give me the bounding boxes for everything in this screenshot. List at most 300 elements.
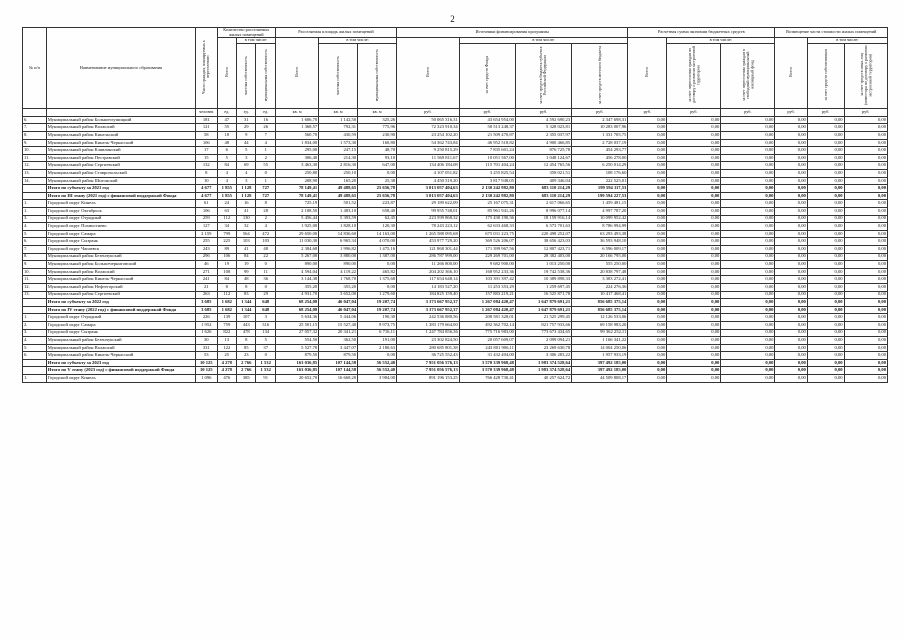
row-value: 0,00 (807, 200, 844, 208)
row-number: 10. (23, 268, 47, 276)
row-name: Городской округ Кинель (46, 375, 195, 383)
row-value: 465,82 (358, 268, 397, 276)
row-value: 107 (237, 314, 256, 322)
row-value: 19 207,74 (358, 306, 397, 314)
row-value: 1 344 (237, 299, 256, 307)
row-value: 0,00 (844, 314, 887, 322)
header-area-private: частная собственность (319, 44, 358, 109)
row-value: 0,00 (721, 337, 775, 345)
row-value: 63 (217, 208, 236, 216)
row-value: 0,00 (721, 177, 775, 185)
row-value: 0,00 (775, 261, 807, 269)
table-row (23, 116, 888, 124)
row-value: 21 509 470,87 (459, 132, 515, 140)
row-number: 10. (23, 147, 47, 155)
row-value: 430,59 (319, 132, 358, 140)
row-value: 0,00 (775, 116, 807, 124)
row-value: 0,00 (667, 245, 721, 253)
row-value: 1 383 179 664,00 (397, 321, 460, 329)
row-value: 0,00 (775, 230, 807, 238)
row-value: 78 149,41 (275, 185, 318, 193)
row-value: 0 (256, 261, 275, 269)
row-value: 501,52 (319, 200, 358, 208)
row-value: 0,00 (775, 162, 807, 170)
row-value: 0,00 (667, 147, 721, 155)
row-value: 0,00 (628, 238, 667, 246)
row-value: 63 293 493,38 (572, 230, 628, 238)
row-value: 3 173 667 952,37 (397, 306, 460, 314)
row-value: 2 728 037,19 (572, 139, 628, 147)
row-value: 727 (256, 185, 275, 193)
row-value: 658,40 (358, 208, 397, 216)
row-value: 29 (237, 124, 256, 132)
row-value: 62,45 (358, 215, 397, 223)
unit-cell: кв. м (319, 108, 358, 116)
row-value: 0,00 (844, 223, 887, 231)
row-number: 1. (23, 200, 47, 208)
row-value: 241 (195, 276, 217, 284)
row-value: 19 (237, 261, 256, 269)
row-value: 10 125 (195, 359, 217, 367)
row-value: 0,00 (721, 329, 775, 337)
row-value: 0,00 (667, 124, 721, 132)
row-value: 4 278 (217, 359, 236, 367)
row-value: 0,00 (775, 367, 807, 375)
row-value: 0,00 (628, 154, 667, 162)
row-number: 7. (23, 124, 47, 132)
row-value: 160,80 (358, 139, 397, 147)
row-value: 12 126 533,06 (572, 314, 628, 322)
row-value: 0,00 (667, 268, 721, 276)
row-name: Итого по V этапу (2023 год) с финансовой поддержкой Фонда (46, 367, 195, 375)
unit-cell: ед. (217, 108, 236, 116)
row-value: 0,00 (628, 329, 667, 337)
table-row (23, 344, 888, 352)
table-row (23, 154, 888, 162)
row-value: 14 183 527,20 (397, 283, 460, 291)
row-value: 224 276,36 (572, 283, 628, 291)
row-value: 1 682 (217, 306, 236, 314)
total-row (23, 359, 888, 367)
row-value: 856 685 375,14 (572, 306, 628, 314)
row-value: 369 526 206,07 (459, 238, 515, 246)
row-value: 1 344 (237, 306, 256, 314)
row-value: 190,30 (358, 314, 397, 322)
row-value: 0,00 (775, 375, 807, 383)
row-value: 0,00 (775, 299, 807, 307)
row-value: 4 (237, 170, 256, 178)
row-value: 7 951 056 576,13 (397, 367, 460, 375)
row-value: 199 594 227,53 (572, 192, 628, 200)
row-value: 1 532 (256, 359, 275, 367)
row-value: 0,00 (807, 291, 844, 299)
row-name: Городской округ Кинель (46, 200, 195, 208)
row-value: 2 (256, 215, 275, 223)
row-value: 108 (217, 268, 236, 276)
row-value: 0,00 (844, 352, 887, 360)
header-comp-investors: за счет средств иных лиц (инвестора по договору о развитии застроенной территории) (844, 44, 887, 109)
row-value: 0,00 (807, 162, 844, 170)
row-value: 325,26 (358, 116, 397, 124)
row-value: 10 099 952,42 (572, 215, 628, 223)
row-value: 0,00 (807, 283, 844, 291)
row-value: 223 599 868,32 (397, 215, 460, 223)
row-value: 0,00 (807, 177, 844, 185)
header-fin-total: Всего (397, 38, 460, 108)
row-value: 19 (217, 261, 236, 269)
row-value: 0,00 (807, 344, 844, 352)
row-value: 0,00 (775, 314, 807, 322)
row-value: 0,00 (775, 283, 807, 291)
table-row (23, 375, 888, 383)
unit-cell: руб. (628, 108, 667, 116)
row-number: 6. (23, 352, 47, 360)
row-value: 184 825 159,40 (397, 291, 460, 299)
row-value: 50 065 316,31 (397, 116, 460, 124)
row-value: 122 (217, 344, 236, 352)
row-value: 3 013 057 404,63 (397, 192, 460, 200)
row-value: 0,00 (667, 253, 721, 261)
row-value: 3 685 (195, 299, 217, 307)
row-value: 243 (195, 245, 217, 253)
row-value: 47 (217, 116, 236, 124)
row-number (23, 185, 47, 193)
row-value: 4 (256, 223, 275, 231)
row-value: 0,00 (844, 253, 887, 261)
row-value: 0,00 (358, 283, 397, 291)
row-value: 24 (217, 200, 236, 208)
row-value: 0,00 (844, 359, 887, 367)
row-value: 29 (256, 291, 275, 299)
row-value: 134 406 184,08 (397, 162, 460, 170)
header-fin-incl: в том числе: (459, 38, 628, 44)
row-value: 171 399 967,56 (459, 245, 515, 253)
row-value: 112 (217, 215, 236, 223)
row-value: 14 836,60 (319, 230, 358, 238)
row-value: 331 (195, 344, 217, 352)
row-value: 0,00 (807, 132, 844, 140)
row-value: 879,50 (275, 352, 318, 360)
row-value: 822 (217, 329, 236, 337)
row-value: 4 931,70 (275, 291, 318, 299)
row-value: 25,38 (358, 177, 397, 185)
row-value: 163 036,85 (275, 367, 318, 375)
row-value: 0,00 (807, 154, 844, 162)
row-value: 6 573 701,63 (515, 223, 571, 231)
row-value: 0,00 (807, 208, 844, 216)
row-value: 68 254,08 (275, 299, 318, 307)
row-name: Муниципальный район Кинельский (46, 132, 195, 140)
row-value: 1 834,00 (275, 139, 318, 147)
row-value: 1 573,30 (319, 139, 358, 147)
row-value: 0,00 (628, 147, 667, 155)
row-value: 8 (237, 283, 256, 291)
row-value: 0,00 (775, 208, 807, 216)
table-row (23, 352, 888, 360)
row-value: 31 432 404,00 (459, 352, 515, 360)
row-value: 0,00 (667, 200, 721, 208)
total-row (23, 367, 888, 375)
row-value: 4 119,22 (319, 268, 358, 276)
row-value: 0,00 (667, 321, 721, 329)
table-row (23, 215, 888, 223)
row-value: 259 (195, 215, 217, 223)
row-value: 1 606,70 (275, 116, 318, 124)
row-value: 1 387,00 (358, 253, 397, 261)
row-value: 443 (237, 321, 256, 329)
row-value: 56 552,40 (358, 359, 397, 367)
row-value: 0,00 (807, 321, 844, 329)
row-value: 4 278 (217, 367, 236, 375)
row-value: 1 626 (195, 329, 217, 337)
resettlement-table (22, 27, 888, 383)
row-value: 2 099 094,21 (515, 337, 571, 345)
row-value: 7 835 601,24 (459, 147, 515, 155)
row-value: 0,00 (628, 321, 667, 329)
row-value: 16 525 871,78 (515, 291, 571, 299)
row-value: 1 247 784 856,36 (397, 329, 460, 337)
row-value: 14 004 250,06 (572, 344, 628, 352)
row-value: 8 (195, 170, 217, 178)
row-number: 11. (23, 276, 47, 284)
row-value: 5 456,44 (275, 215, 318, 223)
row-value: 8 (217, 283, 236, 291)
row-value: 0,00 (775, 352, 807, 360)
row-value: 0,00 (844, 276, 887, 284)
row-value: 0,00 (667, 230, 721, 238)
row-value: 0,00 (721, 253, 775, 261)
row-value: 1 855 (217, 185, 236, 193)
header-flats-private: частная собственность (237, 44, 256, 109)
row-value: 0,00 (628, 367, 667, 375)
row-value: 0,00 (844, 177, 887, 185)
row-value: 0,00 (667, 139, 721, 147)
row-value: 0,00 (721, 200, 775, 208)
row-value: 0,00 (721, 321, 775, 329)
row-value: 647,00 (358, 162, 397, 170)
row-value: 1 (256, 147, 275, 155)
row-name: Муниципальный район Шигонский (46, 177, 195, 185)
row-value: 17 (195, 147, 217, 155)
row-value: 0,00 (628, 124, 667, 132)
row-value: 121 (195, 124, 217, 132)
row-value: 0,00 (667, 306, 721, 314)
row-number: 1. (23, 208, 47, 216)
total-row (23, 185, 888, 193)
row-value: 30 (195, 337, 217, 345)
row-name: Городской округ Самара (46, 321, 195, 329)
row-value: 478 (237, 329, 256, 337)
row-value: 69 158 983,20 (572, 321, 628, 329)
row-value: 0,00 (807, 139, 844, 147)
row-value: 355,20 (275, 283, 318, 291)
row-value: 0,00 (807, 116, 844, 124)
row-name: Муниципальный район Безенчукский (46, 337, 195, 345)
row-value: 0,00 (807, 375, 844, 383)
unit-cell: руб. (807, 108, 844, 116)
row-number: 9. (23, 139, 47, 147)
row-name: Муниципальный район Большеглушицкий (46, 116, 195, 124)
row-value: 230,90 (358, 132, 397, 140)
row-number: 3. (23, 329, 47, 337)
row-value: 38 656 423,03 (515, 238, 571, 246)
row-value: 4 (217, 170, 236, 178)
row-value: 27 057,32 (275, 329, 318, 337)
row-value: 0,00 (775, 185, 807, 193)
row-value: 1 166 341,22 (572, 337, 628, 345)
row-value: 306,40 (275, 154, 318, 162)
row-number: 7. (23, 245, 47, 253)
row-value: 3 984,00 (358, 375, 397, 383)
row-name: Муниципальный район Кинель-Черкасский (46, 139, 195, 147)
row-number: 2. (23, 321, 47, 329)
row-value: 37 (256, 344, 275, 352)
header-fin-local: за счет средств местного бюджета (572, 44, 628, 109)
row-value: 36 725 552,43 (397, 352, 460, 360)
header-fin-fund: за счет средств Фонда (459, 44, 515, 109)
row-value: 0,00 (628, 276, 667, 284)
row-value: 0,00 (628, 215, 667, 223)
header-flats-total: Всего (217, 38, 236, 108)
row-value: 120,30 (358, 223, 397, 231)
row-value: 16 (256, 116, 275, 124)
row-name: Муниципальный район Кинель-Черкасский (46, 352, 195, 360)
row-value: 0,00 (844, 291, 887, 299)
row-value: 890,00 (275, 261, 318, 269)
row-value: 5 444,06 (319, 314, 358, 322)
row-value: 36 593 948,10 (572, 238, 628, 246)
table-row (23, 261, 888, 269)
row-value: 0,00 (628, 185, 667, 193)
row-value: 250,80 (275, 170, 318, 178)
row-value: 106 (195, 139, 217, 147)
row-value: 1 013 250,00 (515, 261, 571, 269)
unit-cell: руб. (459, 108, 515, 116)
row-value: 44 (237, 139, 256, 147)
row-value: 0,00 (844, 200, 887, 208)
row-value: 3 880,00 (319, 253, 358, 261)
row-value: 773 673 434,65 (515, 329, 571, 337)
header-flats-group: Количество расселяемых жилых помещений (217, 28, 275, 38)
row-value: 247,15 (319, 147, 358, 155)
row-value: 0,00 (844, 299, 887, 307)
row-value: 1 096 (195, 375, 217, 383)
row-value: 683 110 214,29 (515, 192, 571, 200)
row-name: Муниципальный район Кинель-Черкасский (46, 276, 195, 284)
row-value: 4 450 519,20 (397, 177, 460, 185)
row-name: Муниципальный район Сергиевский (46, 162, 195, 170)
row-name: Городской округ Сызрань (46, 238, 195, 246)
row-value: 1 267 084 420,47 (459, 306, 515, 314)
row-value: 648 (256, 299, 275, 307)
row-value: 23 254 102,20 (397, 132, 460, 140)
row-value: 3 463,30 (275, 162, 318, 170)
row-value: 3 447,07 (319, 344, 358, 352)
row-number: 4. (23, 223, 47, 231)
row-value: 0,00 (775, 344, 807, 352)
row-value: 16 (237, 200, 256, 208)
row-value: 0,00 (628, 177, 667, 185)
row-value: 0,00 (721, 375, 775, 383)
row-value: 0,00 (667, 359, 721, 367)
row-value: 84 (237, 253, 256, 261)
row-value: 3 570 339 968,48 (459, 367, 515, 375)
row-value: 0,00 (667, 192, 721, 200)
row-value: 3 570 339 968,48 (459, 359, 515, 367)
row-value: 0,00 (628, 291, 667, 299)
row-value: 683 110 214,29 (515, 185, 571, 193)
row-value: 0,00 (807, 223, 844, 231)
table-row (23, 177, 888, 185)
row-value: 242 536 880,56 (397, 314, 460, 322)
row-value: 10 283 007,96 (572, 124, 628, 132)
row-value: 1 475,16 (358, 245, 397, 253)
row-number (23, 192, 47, 200)
row-name: Муниципальный район Ставропольский (46, 170, 195, 178)
row-value: 0,00 (667, 283, 721, 291)
row-value: 0,00 (667, 177, 721, 185)
row-value: 409 346,04 (515, 177, 571, 185)
header-comp-total: Всего (775, 38, 807, 108)
row-value: 397 492 185,00 (572, 367, 628, 375)
row-value: 1 265 588 095,68 (397, 230, 460, 238)
row-value: 48 (217, 139, 236, 147)
row-value: 4 070,00 (358, 238, 397, 246)
row-value: 0,00 (667, 367, 721, 375)
row-value: 0,00 (667, 344, 721, 352)
row-value: 6 250 014,29 (572, 162, 628, 170)
row-value: 5 634,36 (275, 314, 318, 322)
row-number: 5. (23, 230, 47, 238)
table-row (23, 283, 888, 291)
row-value: 0,00 (667, 276, 721, 284)
row-value: 44 509 808,17 (572, 375, 628, 383)
table-row (23, 238, 888, 246)
row-number (23, 306, 47, 314)
row-value: 1 128 (237, 192, 256, 200)
row-value: 2 766 (237, 359, 256, 367)
row-value: 0,00 (628, 337, 667, 345)
row-value: 19 742 538,36 (515, 268, 571, 276)
row-value: 4 900 466,85 (515, 139, 571, 147)
row-value: 7 (256, 132, 275, 140)
row-value: 0,00 (721, 162, 775, 170)
table-row (23, 230, 888, 238)
row-value: 11 030,30 (275, 238, 318, 246)
row-value: 1 (256, 177, 275, 185)
row-value: 223,87 (358, 200, 397, 208)
unit-cell: руб. (721, 108, 775, 116)
row-value: 0,00 (775, 124, 807, 132)
row-value: 83 (237, 291, 256, 299)
row-value: 20 652,70 (275, 375, 318, 383)
row-value: 0,00 (807, 314, 844, 322)
row-value: 48 (237, 276, 256, 284)
row-value: 0 (256, 352, 275, 360)
row-number: 12. (23, 162, 47, 170)
row-name: Городской округ Отрадный (46, 215, 195, 223)
row-value: 0,00 (667, 314, 721, 322)
row-value: 25 (217, 352, 236, 360)
row-value: 358 021,51 (515, 170, 571, 178)
row-value: 3 (256, 314, 275, 322)
row-number: 13. (23, 170, 47, 178)
row-value: 476 (217, 375, 236, 383)
row-value: 775 716 983,00 (459, 329, 515, 337)
row-value: 0,00 (807, 329, 844, 337)
table-row (23, 276, 888, 284)
row-value: 0,00 (807, 359, 844, 367)
